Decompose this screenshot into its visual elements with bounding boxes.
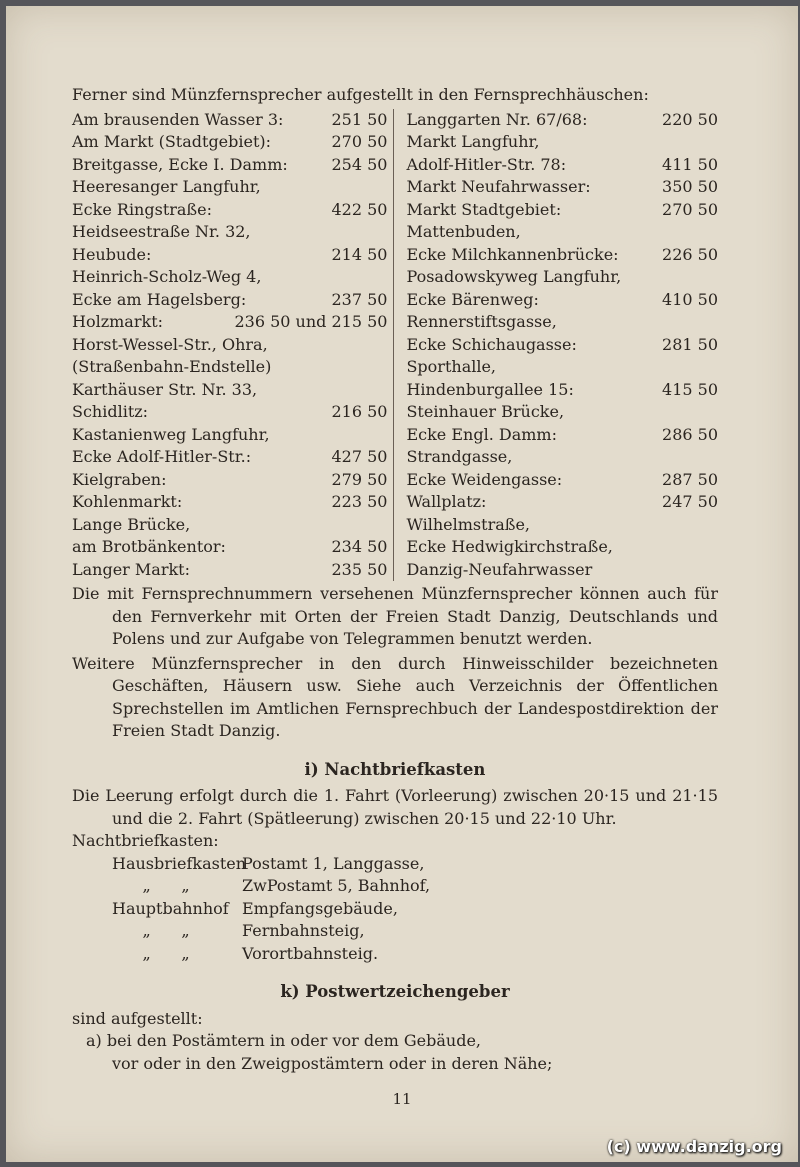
box-location: Empfangsgebäude, xyxy=(242,898,398,918)
list-item xyxy=(72,853,718,876)
location-name: Wilhelmstraße, Ecke Hedwigkirchstraße, Danzig-Neufahrwasser xyxy=(406,514,613,579)
table-row xyxy=(406,109,718,132)
location-name: Kielgraben: xyxy=(72,469,167,489)
paragraph-fernverkehr: Die mit Fernsprechnummern versehenen Münzfernsprecher können auch für den Fernverkehr mit Orten der Freien Stadt Danzig, Deutschlands und Polens und zur Aufgabe von Telegrammen benutzt werden. xyxy=(72,584,718,648)
list-item xyxy=(72,943,718,966)
phone-number: 247 50 xyxy=(662,492,718,511)
box-type: Hauptbahnhof xyxy=(112,898,229,918)
list-item xyxy=(72,875,718,898)
table-row xyxy=(72,109,387,132)
location-name: Strandgasse, Ecke Weidengasse: xyxy=(406,447,563,489)
table-row xyxy=(406,221,718,266)
location-name: Markt Neufahrwasser: xyxy=(406,177,591,196)
intro-line: Ferner sind Münzfernsprecher aufgestellt in den Fernsprechhäuschen: xyxy=(72,85,649,104)
nachtbriefkasten-label: Nachtbriefkasten: xyxy=(72,831,219,850)
box-type: Hausbriefkasten xyxy=(112,853,247,873)
table-row xyxy=(72,491,387,514)
table-row xyxy=(72,469,387,492)
phone-number: 226 50 xyxy=(662,244,718,264)
table-row xyxy=(72,221,387,266)
table-row xyxy=(406,446,718,491)
box-location: Vorortbahnsteig. xyxy=(242,943,379,963)
location-name: Horst-Wessel-Str., Ohra, (Straßenbahn-Endstelle) xyxy=(72,334,272,376)
location-name: Posadowskyweg Langfuhr, Ecke Bärenweg: xyxy=(406,267,622,309)
phone-number: 236 50 und 215 50 xyxy=(234,312,388,331)
location-name: Sporthalle, Hindenburgallee 15: xyxy=(406,357,574,399)
table-row xyxy=(406,401,718,446)
paragraph-leerung: Die Leerung erfolgt durch die 1. Fahrt (Vorleerung) zwischen 20·15 und 21·15 und die 2. Fahrt (Spätleerung) zwischen 20·15 und 22·10 Uhr. xyxy=(72,786,718,828)
phone-number: 427 50 xyxy=(331,447,388,466)
page-number: 11 xyxy=(392,1090,412,1108)
table-row xyxy=(72,424,387,469)
table-row xyxy=(72,311,387,334)
phone-number: 220 50 xyxy=(662,109,718,129)
phone-number: 281 50 xyxy=(662,334,718,354)
paragraph-weitere: Weitere Münzfernsprecher in den durch Hinweisschilder bezeichneten Geschäften, Häusern usw. Siehe auch Verzeichnis der Öffentlichen Sprechstellen im Amtlichen Fernsprechbuch der Landespostdirektion der Freien Stadt Danzig. xyxy=(72,653,718,740)
phone-number: 270 50 xyxy=(662,199,718,219)
location-name: Am Markt (Stadtgebiet): xyxy=(72,132,272,151)
list-item xyxy=(72,898,718,921)
location-name: Markt Langfuhr, Adolf-Hitler-Str. 78: xyxy=(406,132,567,174)
table-row xyxy=(72,154,387,177)
location-name: Heinrich-Scholz-Weg 4, Ecke am Hagelsberg: xyxy=(72,267,262,309)
table-row xyxy=(406,356,718,401)
box-type: „ „ xyxy=(112,876,190,895)
phone-number: 270 50 xyxy=(331,132,388,151)
nachtbriefkasten-list xyxy=(72,853,718,966)
heading-postwertzeichengeber: k) Postwertzeichengeber xyxy=(280,982,510,1001)
phone-number: 422 50 xyxy=(331,199,388,219)
phone-number: 254 50 xyxy=(331,154,388,174)
phone-number: 235 50 xyxy=(331,559,388,579)
table-row xyxy=(72,266,387,311)
phone-number: 415 50 xyxy=(662,379,718,399)
left-column xyxy=(72,109,393,582)
phone-number: 223 50 xyxy=(331,492,388,511)
phone-number: 214 50 xyxy=(331,244,388,264)
phone-number: 287 50 xyxy=(662,469,718,489)
box-type: „ „ xyxy=(112,921,190,940)
location-name: Kastanienweg Langfuhr, Ecke Adolf-Hitler-Str.: xyxy=(72,424,270,466)
list-item xyxy=(72,920,718,943)
phone-number: 410 50 xyxy=(662,289,718,309)
right-column xyxy=(393,109,718,582)
location-name: Langgarten Nr. 67/68: xyxy=(406,109,588,129)
phone-number: 411 50 xyxy=(662,154,718,174)
table-row xyxy=(406,311,718,356)
location-name: Karthäuser Str. Nr. 33, Schidlitz: xyxy=(72,379,258,421)
table-row xyxy=(406,491,718,514)
table-row xyxy=(406,176,718,199)
location-name: Heidseestraße Nr. 32, Heubude: xyxy=(72,222,251,264)
table-row xyxy=(72,514,387,559)
location-name: Wallplatz: xyxy=(406,492,487,511)
phone-number: 350 50 xyxy=(662,177,718,196)
copyright-watermark: (c) www.danzig.org xyxy=(606,1137,782,1156)
location-name: Markt Stadtgebiet: xyxy=(406,199,562,219)
list-item-a-continued: vor oder in den Zweigpostämtern oder in deren Nähe; xyxy=(112,1053,553,1073)
phone-number: 251 50 xyxy=(331,109,388,129)
location-name: Breitgasse, Ecke I. Damm: xyxy=(72,154,288,174)
location-name: Mattenbuden, Ecke Milchkannenbrücke: xyxy=(406,222,619,264)
phone-number: 237 50 xyxy=(331,289,388,309)
location-name: Holzmarkt: xyxy=(72,312,164,331)
phone-number: 279 50 xyxy=(331,469,388,489)
box-location: Fernbahnsteig, xyxy=(242,921,365,940)
location-name: Am brausenden Wasser 3: xyxy=(72,109,284,129)
location-name: Langer Markt: xyxy=(72,559,190,579)
heading-nachtbriefkasten: i) Nachtbriefkasten xyxy=(304,759,486,779)
table-row xyxy=(406,266,718,311)
location-name: Steinhauer Brücke, Ecke Engl. Damm: xyxy=(406,402,565,444)
location-name: Rennerstiftsgasse, Ecke Schichaugasse: xyxy=(406,312,577,354)
phone-booth-table xyxy=(72,109,718,582)
table-row xyxy=(406,131,718,176)
table-row xyxy=(72,379,387,424)
phone-number: 216 50 xyxy=(331,402,388,421)
box-location: ZwPostamt 5, Bahnhof, xyxy=(242,876,431,895)
table-row xyxy=(72,559,387,582)
table-row xyxy=(406,199,718,222)
location-name: Heeresanger Langfuhr, Ecke Ringstraße: xyxy=(72,177,261,219)
box-type: „ „ xyxy=(112,943,190,963)
table-row xyxy=(72,334,387,379)
table-row xyxy=(406,514,718,582)
page xyxy=(6,6,798,1162)
location-name: Lange Brücke, am Brotbänkentor: xyxy=(72,514,226,556)
paragraph-aufgestellt: sind aufgestellt: xyxy=(72,1008,203,1028)
phone-number: 234 50 xyxy=(331,537,388,556)
phone-number: 286 50 xyxy=(662,424,718,444)
box-location: Postamt 1, Langgasse, xyxy=(242,853,425,873)
list-item-a: a) bei den Postämtern in oder vor dem Gebäude, xyxy=(86,1031,482,1050)
page-content xyxy=(72,84,718,1075)
location-name: Kohlenmarkt: xyxy=(72,492,183,511)
table-row xyxy=(72,176,387,221)
table-row xyxy=(72,131,387,154)
